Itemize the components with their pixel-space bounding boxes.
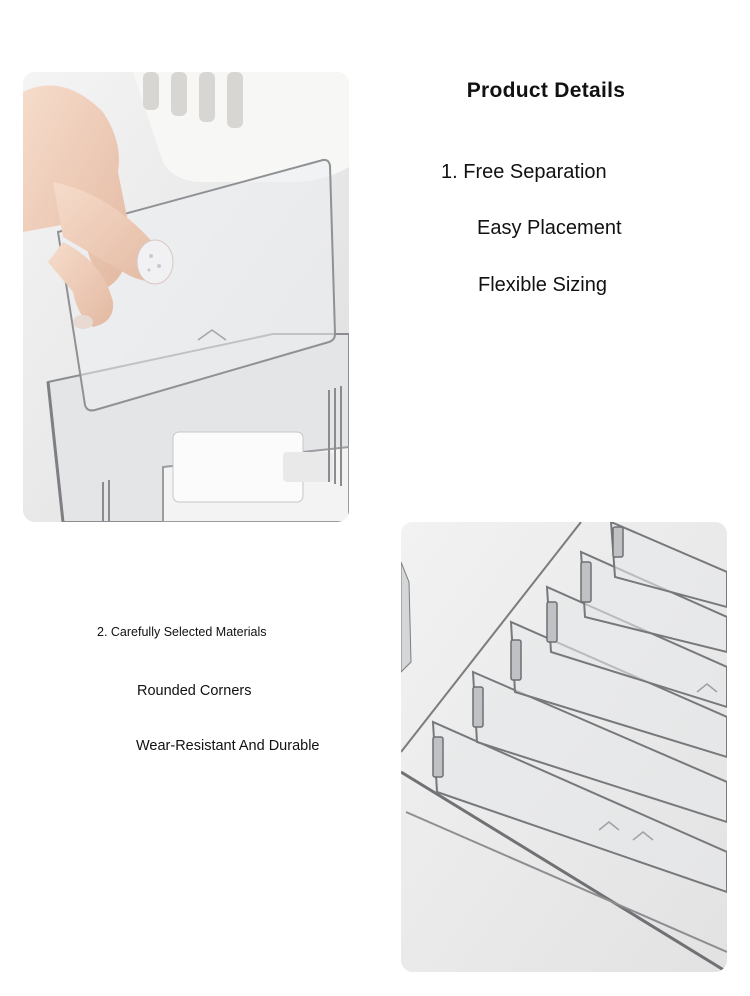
dividers-illustration [401, 522, 727, 972]
feature-flexible-sizing: Flexible Sizing [478, 274, 607, 296]
product-photo-divider-insert [23, 72, 349, 522]
product-details-heading: Product Details [466, 79, 626, 102]
divider-insert-illustration [23, 72, 349, 522]
feature-free-separation: 1. Free Separation [441, 161, 607, 183]
feature-easy-placement: Easy Placement [477, 217, 622, 239]
feature-wear-resistant: Wear-Resistant And Durable [136, 738, 320, 754]
product-photo-dividers [401, 522, 727, 972]
materials-heading: 2. Carefully Selected Materials [97, 625, 267, 639]
feature-rounded-corners: Rounded Corners [137, 683, 252, 699]
